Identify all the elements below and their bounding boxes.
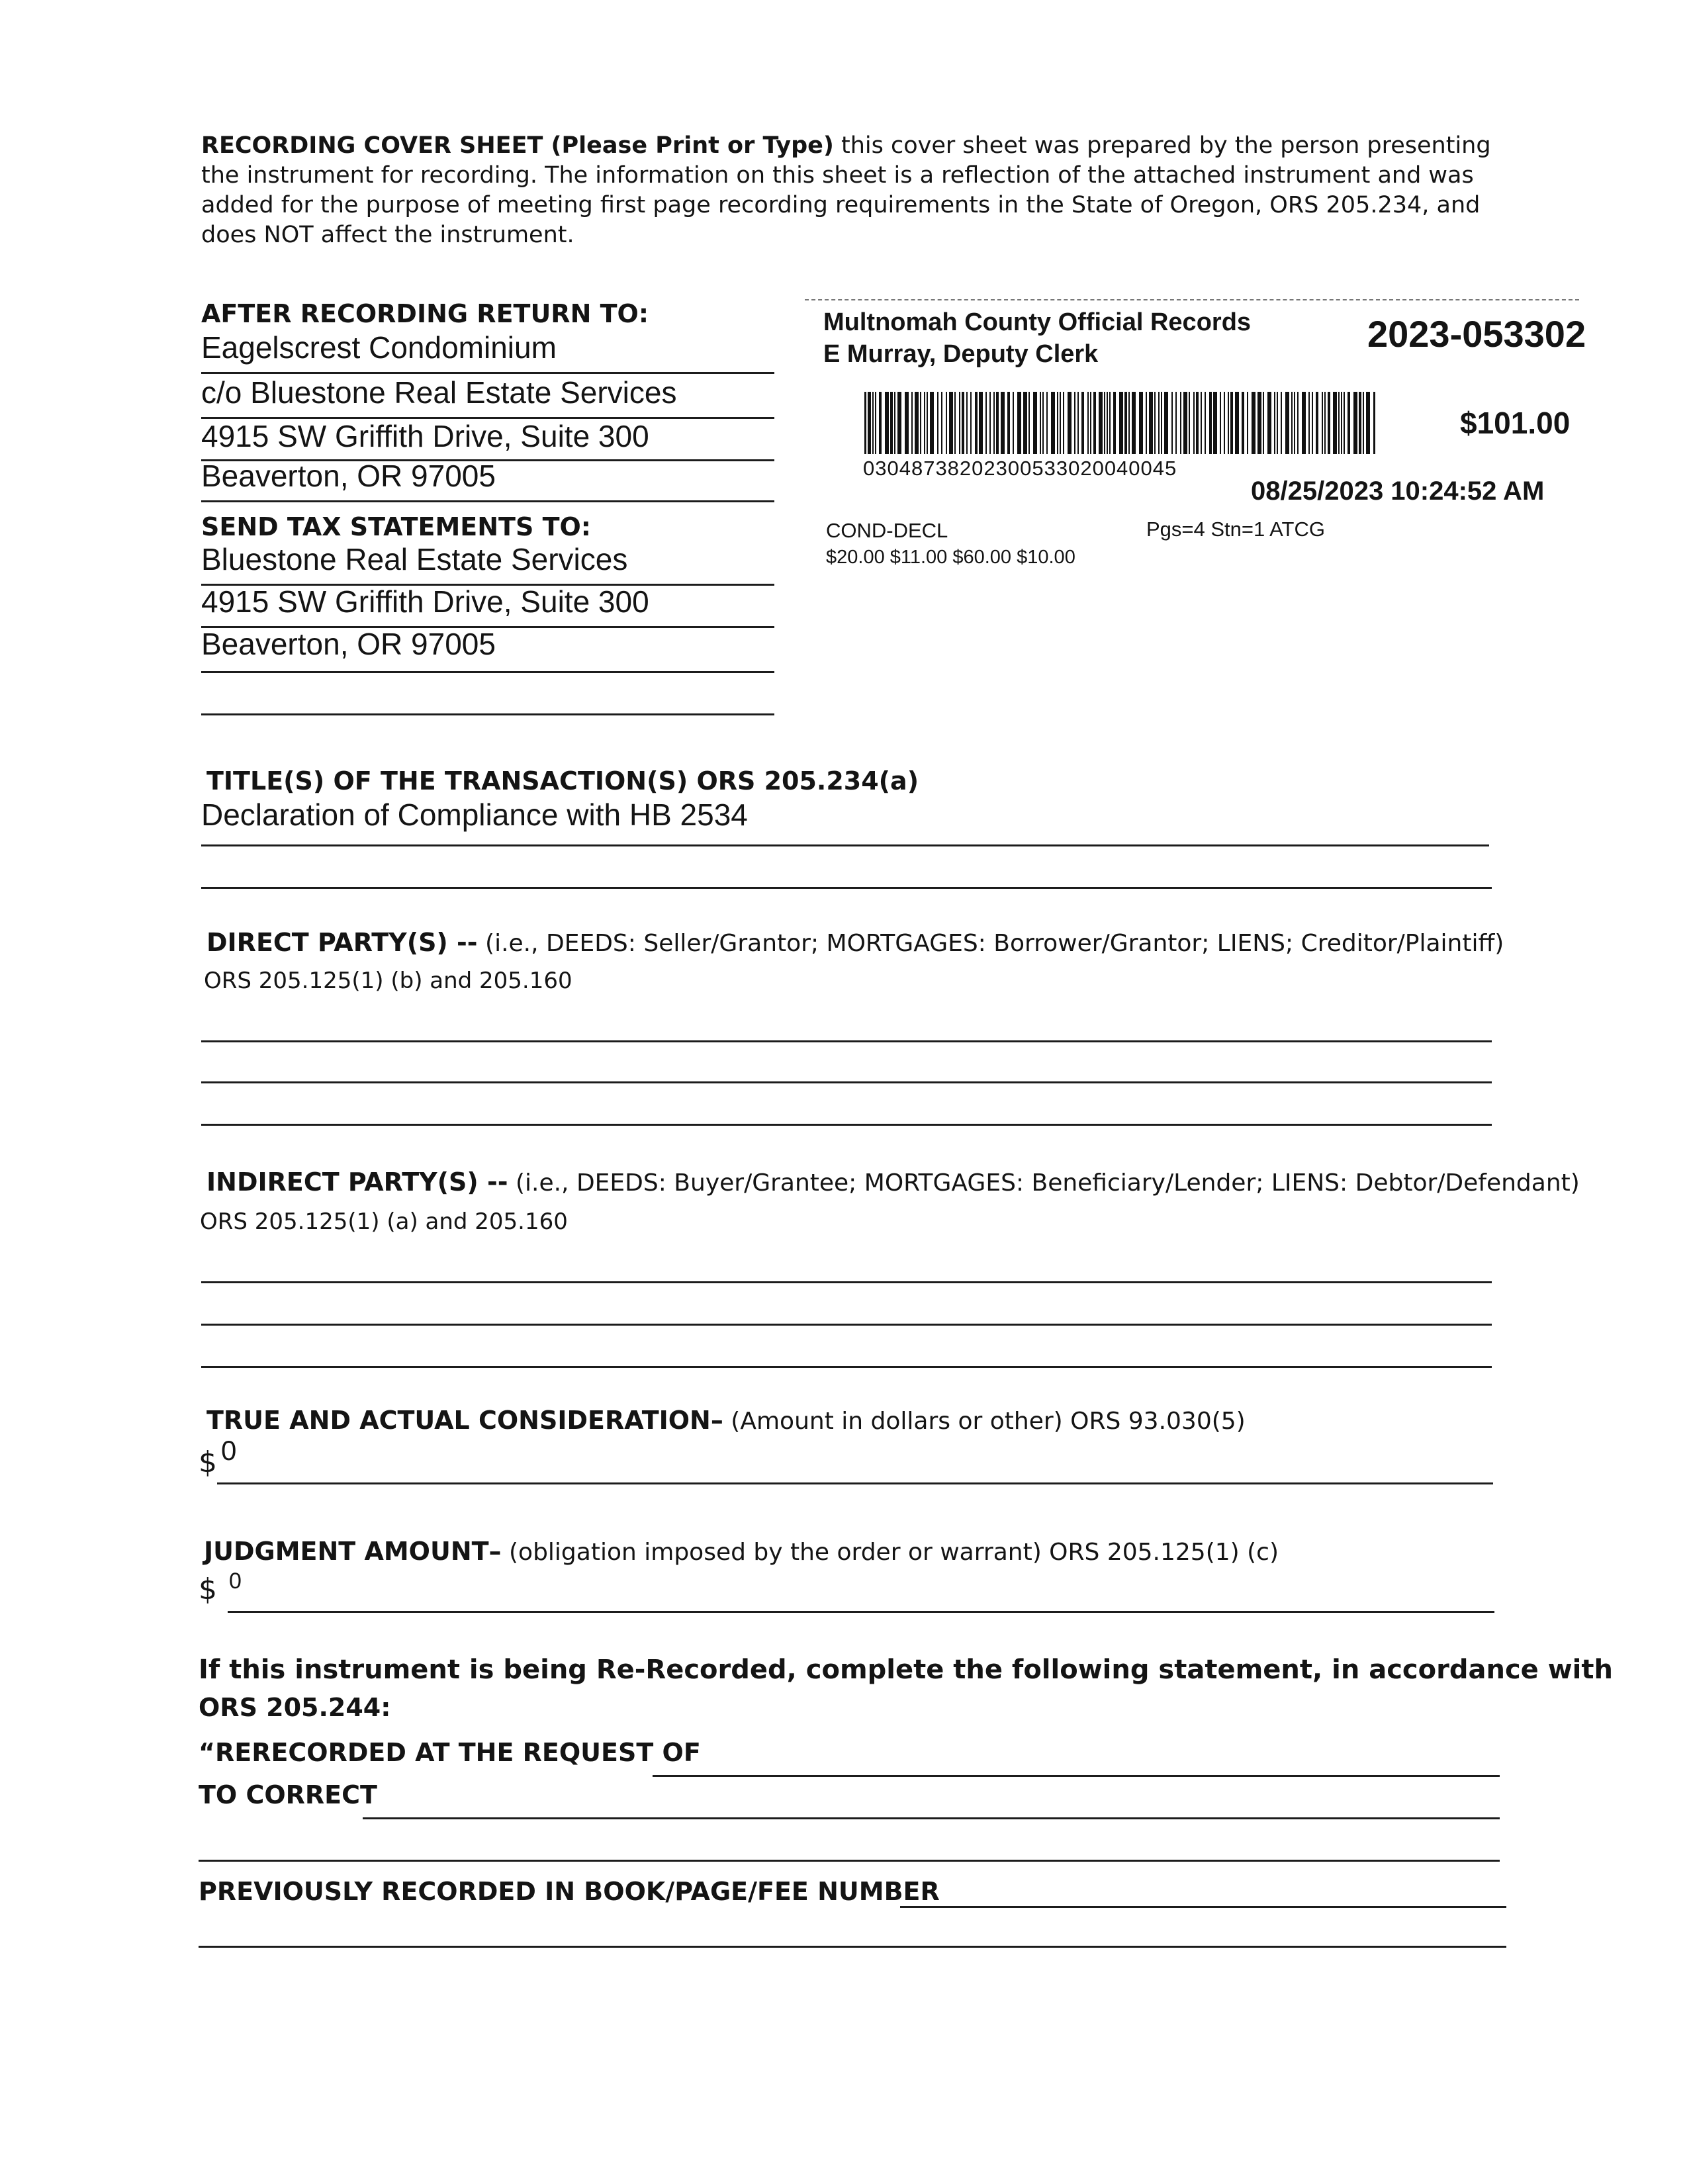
stamp-barcode xyxy=(864,392,1378,454)
previously-recorded-rule-1 xyxy=(900,1906,1506,1908)
consideration-value: 0 xyxy=(221,1435,237,1466)
judgment-currency: $ xyxy=(199,1572,217,1606)
return-to-rule-4 xyxy=(201,500,774,502)
judgment-rule xyxy=(228,1611,1494,1613)
tax-statements-line-3: Beaverton, OR 97005 xyxy=(201,627,496,661)
indirect-parties-rule-1 xyxy=(201,1281,1492,1283)
tax-statements-rule-4 xyxy=(201,713,774,715)
stamp-top-border xyxy=(805,299,1579,300)
stamp-datetime: 08/25/2023 10:24:52 AM xyxy=(1251,477,1545,506)
direct-parties-rule-1 xyxy=(201,1040,1492,1042)
consideration-label: TRUE AND ACTUAL CONSIDERATION– (Amount in dollars or other) ORS 93.030(5) xyxy=(206,1406,1246,1435)
to-correct-rule-1 xyxy=(363,1817,1500,1819)
rerecorded-request-label: “RERECORDED AT THE REQUEST OF xyxy=(199,1738,701,1767)
stamp-clerk: E Murray, Deputy Clerk xyxy=(823,340,1099,368)
indirect-parties-rule-3 xyxy=(201,1366,1492,1368)
judgment-value: 0 xyxy=(229,1569,242,1594)
consideration-rule xyxy=(217,1482,1493,1484)
rerecord-statement-line-2: ORS 205.244: xyxy=(199,1693,391,1722)
to-correct-label: TO CORRECT xyxy=(199,1780,377,1809)
return-to-label: AFTER RECORDING RETURN TO: xyxy=(201,299,649,328)
cover-sheet-intro xyxy=(201,131,1525,250)
previously-recorded-rule-2 xyxy=(199,1946,1506,1948)
direct-parties-rule-2 xyxy=(201,1081,1492,1083)
tax-statements-rule-3 xyxy=(201,671,774,673)
rerecorded-request-rule xyxy=(653,1775,1500,1777)
indirect-parties-ors: ORS 205.125(1) (a) and 205.160 xyxy=(200,1208,568,1235)
direct-parties-label: DIRECT PARTY(S) -- (i.e., DEEDS: Seller/Grantor; MORTGAGES: Borrower/Grantor; LIENS; Creditor/Plaintiff) xyxy=(206,928,1504,957)
return-to-line-2: c/o Bluestone Real Estate Services xyxy=(201,375,677,410)
stamp-document-number: 2023-053302 xyxy=(1367,313,1586,355)
transaction-titles-rule-2 xyxy=(201,887,1492,889)
previously-recorded-label: PREVIOUSLY RECORDED IN BOOK/PAGE/FEE NUMBER xyxy=(199,1877,940,1906)
transaction-titles-label: TITLE(S) OF THE TRANSACTION(S) ORS 205.234(a) xyxy=(206,766,919,796)
transaction-titles-rule-1 xyxy=(201,844,1489,846)
cover-sheet-heading: RECORDING COVER SHEET (Please Print or Type) xyxy=(201,132,834,159)
consideration-currency: $ xyxy=(199,1445,217,1479)
stamp-fees: $20.00 $11.00 $60.00 $10.00 xyxy=(826,547,1075,568)
stamp-pages: Pgs=4 Stn=1 ATCG xyxy=(1146,518,1325,541)
direct-parties-ors: ORS 205.125(1) (b) and 205.160 xyxy=(204,968,572,994)
return-to-rule-1 xyxy=(201,372,774,374)
indirect-parties-rule-2 xyxy=(201,1324,1492,1326)
stamp-amount: $101.00 xyxy=(1460,406,1571,440)
judgment-label: JUDGMENT AMOUNT– (obligation imposed by the order or warrant) ORS 205.125(1) (c) xyxy=(204,1537,1279,1566)
return-to-line-3: 4915 SW Griffith Drive, Suite 300 xyxy=(201,419,649,453)
direct-parties-rule-3 xyxy=(201,1124,1492,1126)
tax-statements-line-2: 4915 SW Griffith Drive, Suite 300 xyxy=(201,584,649,619)
return-to-line-1: Eagelscrest Condominium xyxy=(201,330,557,365)
stamp-barcode-number: 03048738202300533020040045 xyxy=(863,457,1177,480)
transaction-title-value: Declaration of Compliance with HB 2534 xyxy=(201,797,748,832)
indirect-parties-label: INDIRECT PARTY(S) -- (i.e., DEEDS: Buyer/Grantee; MORTGAGES: Beneficiary/Lender; LIENS: Debtor/Defendant) xyxy=(206,1167,1580,1197)
return-to-line-4: Beaverton, OR 97005 xyxy=(201,459,496,493)
tax-statements-line-1: Bluestone Real Estate Services xyxy=(201,542,628,576)
to-correct-rule-2 xyxy=(199,1860,1500,1862)
rerecord-statement-line-1: If this instrument is being Re-Recorded, complete the following statement, in accordance with xyxy=(199,1655,1613,1685)
stamp-office: Multnomah County Official Records xyxy=(823,308,1252,336)
cover-sheet-intro-text: this cover sheet was prepared by the person presenting the instrument for recording. The information on this sheet is a reflection of the attached instrument and was added for the purpose of meeting first page recording requirements in the State of Oregon, ORS 205.234, and does NOT affect the instrument. xyxy=(201,132,1491,248)
stamp-document-type: COND-DECL xyxy=(826,519,948,542)
tax-statements-label: SEND TAX STATEMENTS TO: xyxy=(201,512,591,541)
